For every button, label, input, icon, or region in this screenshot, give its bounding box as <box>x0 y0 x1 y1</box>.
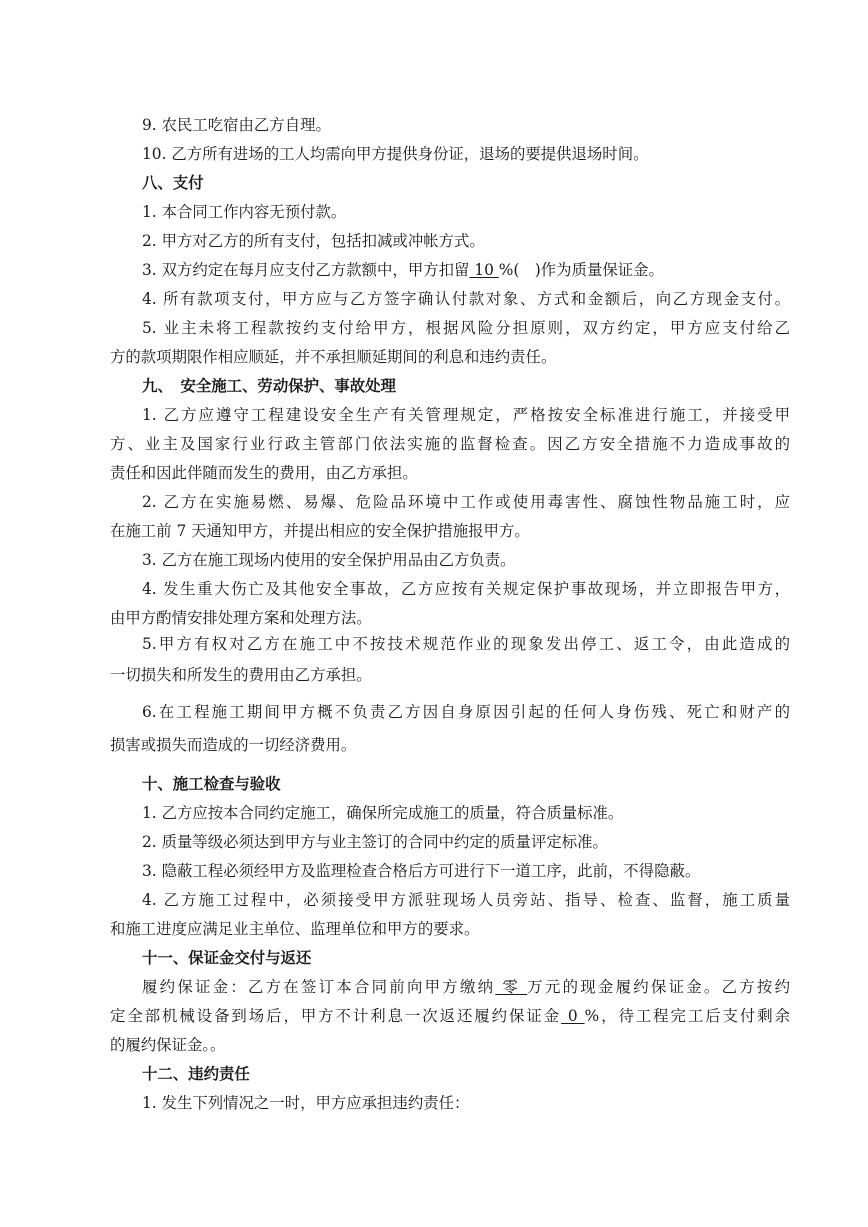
section-10-heading: 十、施工检查与验收 <box>142 775 281 793</box>
safety-clause-5: 5.甲方有权对乙方在施工中不按技术规范作业的现象发出停工、返工令，由此造成的 <box>142 635 790 653</box>
inspection-clause-4: 4. 乙方施工过程中，必须接受甲方派驻现场人员旁站、指导、检查、监督，施工质量 <box>142 891 790 909</box>
section-11-heading: 十一、保证金交付与返还 <box>142 949 312 967</box>
payment-clause-2: 2. 甲方对乙方的所有支付，包括扣减或冲帐方式。 <box>142 232 485 250</box>
payment-clause-3-tail: %( )作为质量保证金。 <box>498 261 664 279</box>
safety-clause-6: 6.在工程施工期间甲方概不负责乙方因自身原因引起的任何人身伤残、死亡和财产的 <box>142 703 790 721</box>
safety-clause-1: 1. 乙方应遵守工程建设安全生产有关管理规定，严格按安全标准进行施工，并接受甲 <box>142 406 790 424</box>
deposit-clause-text: 履约保证金：乙方在签订本合同前向甲方缴纳 <box>142 978 496 996</box>
safety-clause-5-cont: 一切损失和所发生的费用由乙方承担。 <box>110 666 372 684</box>
safety-clause-6-cont: 损害或损失而造成的一切经济费用。 <box>110 736 357 754</box>
payment-clause-5-cont: 方的款项期限作相应顺延，并不承担顺延期间的利息和违约责任。 <box>110 348 557 366</box>
payment-clause-4: 4. 所有款项支付，甲方应与乙方签字确认付款对象、方式和金额后，向乙方现金支付。 <box>142 290 790 308</box>
payment-clause-3 <box>142 260 790 280</box>
section-8-heading: 八、支付 <box>142 174 204 192</box>
safety-clause-2: 2. 乙方在实施易燃、易爆、危险品环境中工作或使用毒害性、腐蚀性物品施工时，应 <box>142 493 790 511</box>
deposit-clause-text-3: 定全部机械设备到场后，甲方不计利息一次返还履约保证金 <box>110 1007 562 1025</box>
section-12-heading: 十二、违约责任 <box>142 1065 250 1083</box>
deposit-clause <box>142 977 790 997</box>
safety-clause-4-cont: 由甲方酌情安排处理方案和处理方法。 <box>110 609 372 627</box>
liability-clause-1: 1. 发生下列情况之一时，甲方应承担违约责任： <box>142 1094 470 1112</box>
payment-clause-1: 1. 本合同工作内容无预付款。 <box>142 203 347 221</box>
deposit-clause-text-4: %，待工程完工后支付剩余 <box>584 1007 790 1025</box>
clause-8-9: 9. 农民工吃宿由乙方自理。 <box>142 116 331 134</box>
deposit-clause-end: 的履约保证金。。 <box>110 1036 226 1054</box>
safety-clause-4: 4. 发生重大伤亡及其他安全事故，乙方应按有关规定保护事故现场，并立即报告甲方， <box>142 580 790 598</box>
inspection-clause-3: 3. 隐蔽工程必须经甲方及监理检查合格后方可进行下一道工序，此前，不得隐蔽。 <box>142 862 701 880</box>
payment-clause-5: 5. 业主未将工程款按约支付给甲方，根据风险分担原则，双方约定，甲方应支付给乙 <box>142 319 790 337</box>
section-9-heading: 九、 安全施工、劳动保护、事故处理 <box>142 377 396 395</box>
payment-clause-3-text: 3. 双方约定在每月应支付乙方款额中，甲方扣留 <box>142 261 470 279</box>
safety-clause-2-cont: 在施工前 7 天通知甲方，并提出相应的安全保护措施报甲方。 <box>110 522 530 540</box>
inspection-clause-2: 2. 质量等级必须达到甲方与业主签订的合同中约定的质量评定标准。 <box>142 833 608 851</box>
inspection-clause-4-cont: 和施工进度应满足业主单位、监理单位和甲方的要求。 <box>110 920 480 938</box>
safety-clause-1-end: 责任和因此伴随而发生的费用，由乙方承担。 <box>110 464 418 482</box>
deposit-clause-text-2: 万元的现金履约保证金。乙方按约 <box>527 978 790 996</box>
safety-clause-3: 3. 乙方在施工现场内使用的安全保护用品由乙方负责。 <box>142 551 516 569</box>
clause-8-10: 10. 乙方所有进场的工人均需向甲方提供身份证，退场的要提供退场时间。 <box>142 145 649 163</box>
safety-clause-1-cont: 方、业主及国家行业行政主管部门依法实施的监督检查。因乙方安全措施不力造成事故的 <box>110 435 790 453</box>
deposit-return-percent: 0 <box>561 1007 585 1025</box>
retention-percent: 10 <box>469 261 499 279</box>
deposit-amount: 零 <box>495 978 528 996</box>
deposit-clause-cont <box>110 1006 790 1026</box>
inspection-clause-1: 1. 乙方应按本合同约定施工，确保所完成施工的质量，符合质量标准。 <box>142 804 624 822</box>
